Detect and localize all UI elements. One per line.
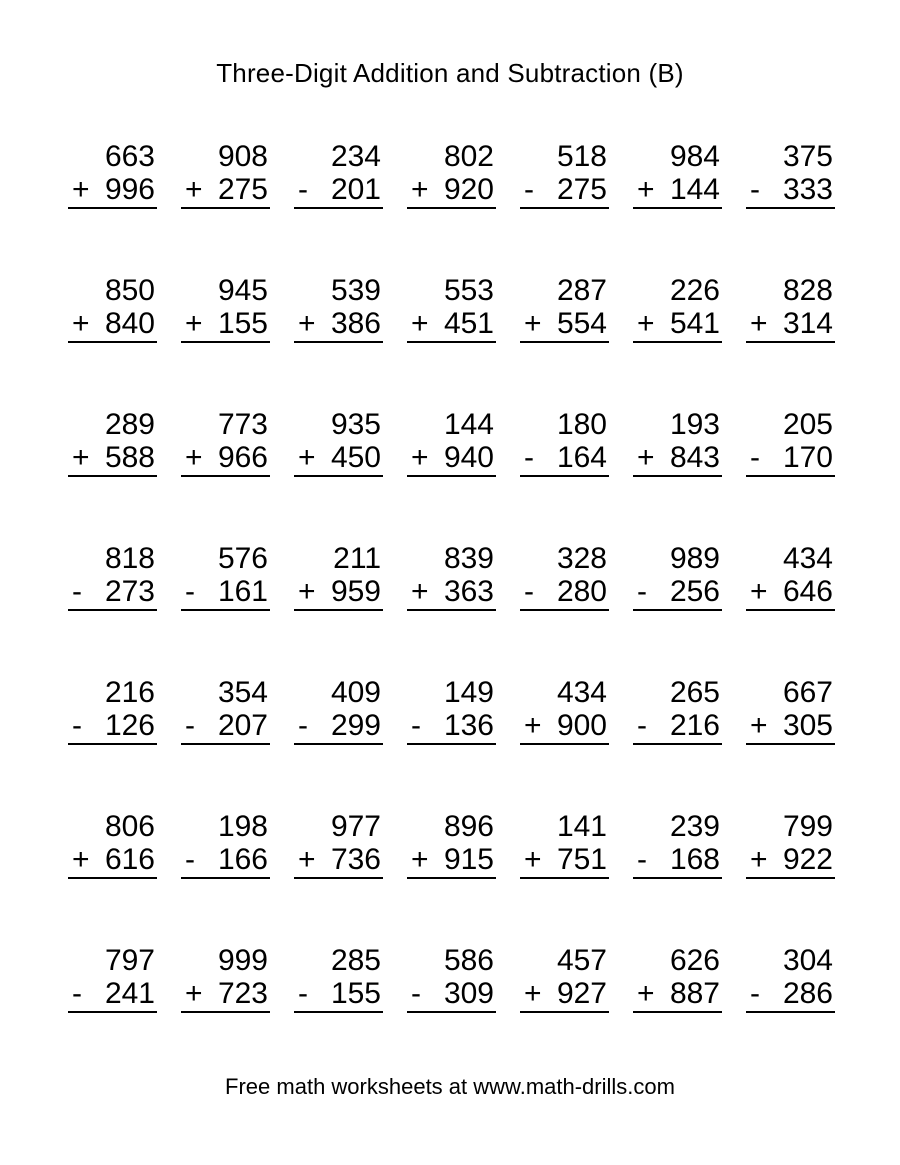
problem-bottom-number: 166 bbox=[217, 843, 268, 876]
problem-bottom-number: 155 bbox=[217, 307, 268, 340]
problem-bottom-row bbox=[746, 173, 835, 206]
problem-bottom-number: 736 bbox=[330, 843, 381, 876]
problem-top-number: 198 bbox=[217, 810, 268, 843]
problem-cell bbox=[746, 944, 835, 1013]
problem-bottom-number: 275 bbox=[217, 173, 268, 206]
problem-top-number: 234 bbox=[330, 140, 381, 173]
problem-bottom-row bbox=[520, 709, 609, 742]
problem-cell bbox=[407, 140, 496, 209]
problem-bottom-number: 299 bbox=[330, 709, 381, 742]
problem-top-number: 576 bbox=[217, 542, 268, 575]
problem-cell bbox=[68, 944, 157, 1013]
operator-sign: + bbox=[524, 843, 542, 876]
operator-sign: - bbox=[411, 977, 421, 1010]
problem-bottom-row bbox=[68, 709, 157, 742]
problem-bottom-row bbox=[68, 843, 157, 876]
problem-bottom-row bbox=[294, 441, 383, 474]
problem-cell bbox=[68, 408, 157, 477]
problem-top-number: 799 bbox=[782, 810, 833, 843]
operator-sign: - bbox=[750, 441, 760, 474]
operator-sign: + bbox=[411, 843, 429, 876]
problem-cell bbox=[633, 542, 722, 611]
problem-cell bbox=[633, 810, 722, 879]
problem-cell bbox=[181, 140, 270, 209]
problem-top-number: 434 bbox=[556, 676, 607, 709]
problem-cell bbox=[520, 140, 609, 209]
problem-top-number: 984 bbox=[669, 140, 720, 173]
problem-bottom-row bbox=[294, 709, 383, 742]
problem-bottom-number: 588 bbox=[104, 441, 155, 474]
problem-bottom-row bbox=[746, 441, 835, 474]
operator-sign: + bbox=[411, 575, 429, 608]
problem-bottom-row bbox=[68, 307, 157, 340]
operator-sign: + bbox=[298, 307, 316, 340]
problem-bottom-number: 843 bbox=[669, 441, 720, 474]
problem-cell bbox=[294, 274, 383, 343]
problem-bottom-row bbox=[746, 843, 835, 876]
problem-top-number: 375 bbox=[782, 140, 833, 173]
problem-cell bbox=[520, 810, 609, 879]
problem-bottom-row bbox=[633, 843, 722, 876]
operator-sign: + bbox=[72, 307, 90, 340]
problem-bottom-row bbox=[181, 575, 270, 608]
problems-grid bbox=[68, 140, 835, 1013]
problem-bottom-number: 840 bbox=[104, 307, 155, 340]
problem-bottom-row bbox=[407, 173, 496, 206]
problem-bottom-number: 451 bbox=[443, 307, 494, 340]
operator-sign: - bbox=[637, 709, 647, 742]
operator-sign: + bbox=[524, 977, 542, 1010]
problem-top-number: 149 bbox=[443, 676, 494, 709]
problem-bottom-number: 273 bbox=[104, 575, 155, 608]
problem-bottom-number: 450 bbox=[330, 441, 381, 474]
operator-sign: + bbox=[72, 843, 90, 876]
operator-sign: + bbox=[185, 173, 203, 206]
problem-bottom-row bbox=[181, 173, 270, 206]
operator-sign: + bbox=[411, 307, 429, 340]
problem-bottom-row bbox=[294, 977, 383, 1010]
problem-top-number: 667 bbox=[782, 676, 833, 709]
problem-top-number: 141 bbox=[556, 810, 607, 843]
problem-bottom-row bbox=[181, 307, 270, 340]
problem-bottom-row bbox=[633, 977, 722, 1010]
problem-cell bbox=[294, 676, 383, 745]
problem-bottom-number: 144 bbox=[669, 173, 720, 206]
operator-sign: + bbox=[185, 441, 203, 474]
problem-bottom-number: 305 bbox=[782, 709, 833, 742]
problem-top-number: 289 bbox=[104, 408, 155, 441]
problem-bottom-number: 996 bbox=[104, 173, 155, 206]
problem-cell bbox=[407, 676, 496, 745]
problem-cell bbox=[294, 408, 383, 477]
problem-bottom-row bbox=[407, 709, 496, 742]
problem-bottom-row bbox=[181, 977, 270, 1010]
problem-top-number: 626 bbox=[669, 944, 720, 977]
problem-bottom-number: 363 bbox=[443, 575, 494, 608]
problem-top-number: 935 bbox=[330, 408, 381, 441]
problem-top-number: 180 bbox=[556, 408, 607, 441]
problem-bottom-number: 207 bbox=[217, 709, 268, 742]
problem-top-number: 773 bbox=[217, 408, 268, 441]
problem-top-number: 409 bbox=[330, 676, 381, 709]
problem-cell bbox=[746, 542, 835, 611]
problem-cell bbox=[407, 408, 496, 477]
problem-bottom-number: 922 bbox=[782, 843, 833, 876]
operator-sign: + bbox=[72, 441, 90, 474]
problem-top-number: 989 bbox=[669, 542, 720, 575]
problem-top-number: 211 bbox=[333, 542, 381, 575]
problem-top-number: 839 bbox=[443, 542, 494, 575]
problem-bottom-row bbox=[68, 977, 157, 1010]
problem-bottom-row bbox=[633, 441, 722, 474]
problem-top-number: 850 bbox=[104, 274, 155, 307]
operator-sign: - bbox=[524, 173, 534, 206]
problem-cell bbox=[633, 676, 722, 745]
problem-bottom-number: 168 bbox=[669, 843, 720, 876]
operator-sign: - bbox=[298, 709, 308, 742]
operator-sign: - bbox=[298, 977, 308, 1010]
problem-cell bbox=[68, 810, 157, 879]
problem-top-number: 896 bbox=[443, 810, 494, 843]
problem-cell bbox=[181, 944, 270, 1013]
problem-bottom-row bbox=[633, 709, 722, 742]
problem-bottom-row bbox=[294, 843, 383, 876]
problem-bottom-number: 155 bbox=[330, 977, 381, 1010]
operator-sign: - bbox=[750, 977, 760, 1010]
problem-cell bbox=[294, 140, 383, 209]
problem-top-number: 239 bbox=[669, 810, 720, 843]
problem-bottom-number: 887 bbox=[669, 977, 720, 1010]
problem-bottom-number: 959 bbox=[330, 575, 381, 608]
operator-sign: + bbox=[637, 307, 655, 340]
problem-bottom-row bbox=[520, 843, 609, 876]
problem-bottom-number: 136 bbox=[443, 709, 494, 742]
operator-sign: - bbox=[411, 709, 421, 742]
problem-cell bbox=[407, 542, 496, 611]
problem-cell bbox=[520, 408, 609, 477]
problem-bottom-number: 286 bbox=[782, 977, 833, 1010]
problem-cell bbox=[520, 676, 609, 745]
problem-cell bbox=[633, 408, 722, 477]
problem-top-number: 328 bbox=[556, 542, 607, 575]
problem-top-number: 287 bbox=[556, 274, 607, 307]
problem-top-number: 144 bbox=[443, 408, 494, 441]
problem-bottom-row bbox=[520, 307, 609, 340]
operator-sign: - bbox=[750, 173, 760, 206]
problem-bottom-row bbox=[746, 977, 835, 1010]
problem-top-number: 216 bbox=[104, 676, 155, 709]
problem-cell bbox=[746, 676, 835, 745]
operator-sign: - bbox=[72, 709, 82, 742]
operator-sign: + bbox=[524, 709, 542, 742]
problem-bottom-number: 554 bbox=[556, 307, 607, 340]
problem-top-number: 802 bbox=[443, 140, 494, 173]
problem-bottom-row bbox=[520, 441, 609, 474]
operator-sign: - bbox=[637, 843, 647, 876]
problem-cell bbox=[520, 944, 609, 1013]
problem-bottom-number: 170 bbox=[782, 441, 833, 474]
problem-bottom-row bbox=[68, 441, 157, 474]
problem-bottom-row bbox=[520, 173, 609, 206]
problem-bottom-number: 333 bbox=[782, 173, 833, 206]
operator-sign: - bbox=[72, 575, 82, 608]
problem-top-number: 434 bbox=[782, 542, 833, 575]
problem-bottom-number: 616 bbox=[104, 843, 155, 876]
operator-sign: - bbox=[185, 709, 195, 742]
problem-bottom-row bbox=[633, 307, 722, 340]
problem-top-number: 945 bbox=[217, 274, 268, 307]
problem-bottom-number: 723 bbox=[217, 977, 268, 1010]
problem-bottom-row bbox=[294, 575, 383, 608]
problem-bottom-row bbox=[68, 575, 157, 608]
problem-bottom-row bbox=[407, 307, 496, 340]
problem-bottom-row bbox=[520, 575, 609, 608]
operator-sign: + bbox=[72, 173, 90, 206]
problem-bottom-number: 280 bbox=[556, 575, 607, 608]
problem-bottom-number: 126 bbox=[104, 709, 155, 742]
problem-cell bbox=[633, 274, 722, 343]
problem-top-number: 797 bbox=[104, 944, 155, 977]
problem-top-number: 818 bbox=[104, 542, 155, 575]
problem-bottom-number: 900 bbox=[556, 709, 607, 742]
problem-cell bbox=[633, 944, 722, 1013]
problem-bottom-number: 386 bbox=[330, 307, 381, 340]
problem-bottom-number: 309 bbox=[443, 977, 494, 1010]
operator-sign: + bbox=[298, 441, 316, 474]
problem-cell bbox=[633, 140, 722, 209]
problem-bottom-row bbox=[520, 977, 609, 1010]
problem-top-number: 908 bbox=[217, 140, 268, 173]
operator-sign: + bbox=[750, 307, 768, 340]
problem-bottom-number: 201 bbox=[330, 173, 381, 206]
problem-bottom-number: 751 bbox=[556, 843, 607, 876]
operator-sign: + bbox=[637, 977, 655, 1010]
problem-top-number: 205 bbox=[782, 408, 833, 441]
problem-bottom-row bbox=[633, 173, 722, 206]
problem-top-number: 193 bbox=[669, 408, 720, 441]
problem-bottom-number: 216 bbox=[669, 709, 720, 742]
problem-top-number: 999 bbox=[217, 944, 268, 977]
problem-cell bbox=[181, 676, 270, 745]
problem-bottom-number: 256 bbox=[669, 575, 720, 608]
problem-cell bbox=[68, 274, 157, 343]
problem-bottom-row bbox=[746, 575, 835, 608]
operator-sign: + bbox=[411, 173, 429, 206]
problem-top-number: 586 bbox=[443, 944, 494, 977]
problem-bottom-number: 241 bbox=[104, 977, 155, 1010]
problem-cell bbox=[746, 274, 835, 343]
problem-cell bbox=[68, 676, 157, 745]
problem-cell bbox=[181, 542, 270, 611]
problem-bottom-number: 920 bbox=[443, 173, 494, 206]
problem-bottom-row bbox=[181, 709, 270, 742]
problem-bottom-row bbox=[407, 977, 496, 1010]
problem-bottom-number: 940 bbox=[443, 441, 494, 474]
operator-sign: - bbox=[72, 977, 82, 1010]
problem-top-number: 539 bbox=[330, 274, 381, 307]
problem-bottom-row bbox=[407, 575, 496, 608]
problem-cell bbox=[407, 810, 496, 879]
operator-sign: + bbox=[524, 307, 542, 340]
operator-sign: + bbox=[750, 575, 768, 608]
operator-sign: + bbox=[185, 977, 203, 1010]
problem-top-number: 663 bbox=[104, 140, 155, 173]
problem-bottom-number: 161 bbox=[217, 575, 268, 608]
problem-cell bbox=[68, 140, 157, 209]
problem-bottom-number: 927 bbox=[556, 977, 607, 1010]
problem-cell bbox=[746, 408, 835, 477]
problem-bottom-row bbox=[407, 441, 496, 474]
problem-cell bbox=[68, 542, 157, 611]
problem-bottom-number: 541 bbox=[669, 307, 720, 340]
problem-top-number: 828 bbox=[782, 274, 833, 307]
problem-top-number: 354 bbox=[217, 676, 268, 709]
problem-bottom-row bbox=[746, 709, 835, 742]
footer-text: Free math worksheets at www.math-drills.com bbox=[225, 1074, 675, 1099]
problem-bottom-number: 164 bbox=[556, 441, 607, 474]
problem-top-number: 806 bbox=[104, 810, 155, 843]
problem-top-number: 304 bbox=[782, 944, 833, 977]
operator-sign: - bbox=[524, 441, 534, 474]
operator-sign: - bbox=[637, 575, 647, 608]
problem-bottom-number: 966 bbox=[217, 441, 268, 474]
problem-cell bbox=[407, 944, 496, 1013]
operator-sign: + bbox=[750, 709, 768, 742]
problem-cell bbox=[294, 944, 383, 1013]
problem-bottom-row bbox=[746, 307, 835, 340]
operator-sign: - bbox=[185, 843, 195, 876]
problem-top-number: 285 bbox=[330, 944, 381, 977]
problem-top-number: 226 bbox=[669, 274, 720, 307]
problem-bottom-number: 915 bbox=[443, 843, 494, 876]
problem-cell bbox=[407, 274, 496, 343]
operator-sign: + bbox=[185, 307, 203, 340]
operator-sign: - bbox=[185, 575, 195, 608]
problem-bottom-row bbox=[181, 843, 270, 876]
problem-cell bbox=[746, 810, 835, 879]
problem-top-number: 977 bbox=[330, 810, 381, 843]
problem-cell bbox=[520, 542, 609, 611]
operator-sign: - bbox=[298, 173, 308, 206]
problem-bottom-number: 314 bbox=[782, 307, 833, 340]
problem-bottom-row bbox=[407, 843, 496, 876]
problem-cell bbox=[181, 274, 270, 343]
problem-bottom-row bbox=[294, 173, 383, 206]
problem-bottom-row bbox=[294, 307, 383, 340]
problem-cell bbox=[520, 274, 609, 343]
problem-top-number: 457 bbox=[556, 944, 607, 977]
problem-bottom-number: 275 bbox=[556, 173, 607, 206]
page-title: Three-Digit Addition and Subtraction (B) bbox=[216, 58, 684, 88]
operator-sign: + bbox=[750, 843, 768, 876]
problem-bottom-row bbox=[68, 173, 157, 206]
operator-sign: + bbox=[411, 441, 429, 474]
problem-bottom-row bbox=[181, 441, 270, 474]
problem-top-number: 518 bbox=[556, 140, 607, 173]
problem-top-number: 553 bbox=[443, 274, 494, 307]
operator-sign: + bbox=[298, 843, 316, 876]
problem-cell bbox=[294, 810, 383, 879]
problem-bottom-row bbox=[633, 575, 722, 608]
problem-cell bbox=[181, 408, 270, 477]
operator-sign: + bbox=[298, 575, 316, 608]
problem-cell bbox=[746, 140, 835, 209]
operator-sign: + bbox=[637, 173, 655, 206]
problem-cell bbox=[181, 810, 270, 879]
operator-sign: - bbox=[524, 575, 534, 608]
problem-bottom-number: 646 bbox=[782, 575, 833, 608]
problem-top-number: 265 bbox=[669, 676, 720, 709]
operator-sign: + bbox=[637, 441, 655, 474]
problem-cell bbox=[294, 542, 383, 611]
